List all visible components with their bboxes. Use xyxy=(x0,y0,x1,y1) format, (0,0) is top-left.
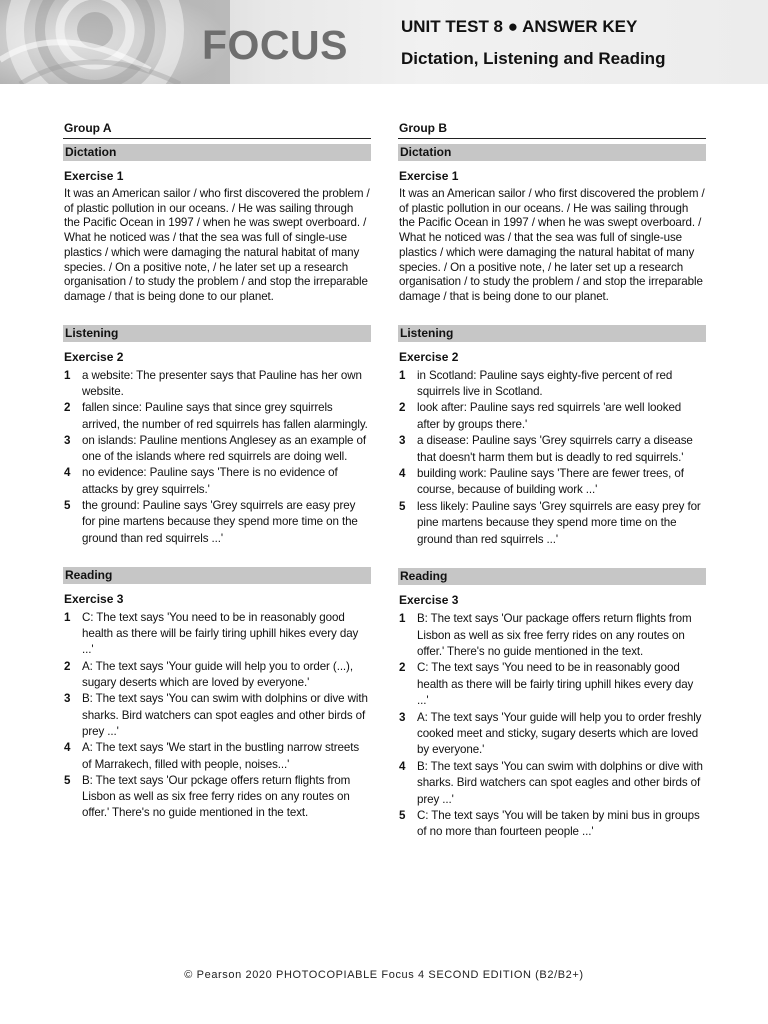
group-b-dictation-heading: Dictation xyxy=(398,144,706,161)
item-text: fallen since: Pauline says that since grey squirrels arrived, the number of red squirrels has fallen alarmingly. xyxy=(82,401,368,431)
list-item xyxy=(63,498,371,547)
item-number: 2 xyxy=(64,401,71,415)
item-text: A: The text says 'Your guide will help you to order (...), sugary deserts which are loved by everyone.' xyxy=(82,659,353,690)
item-text: A: The text says 'We start in the bustling narrow streets of Marrakech, filled with people, noises...' xyxy=(82,741,360,771)
list-item xyxy=(398,499,706,548)
group-a-exercise-2-title: Exercise 2 xyxy=(64,349,124,364)
group-a-reading-heading: Reading xyxy=(63,567,371,584)
list-item xyxy=(63,400,371,433)
item-number: 1 xyxy=(399,612,406,626)
item-number: 5 xyxy=(64,773,71,787)
group-a-exercise-1-title: Exercise 1 xyxy=(64,169,124,183)
group-b-listening-heading: Listening xyxy=(398,325,706,342)
item-number: 2 xyxy=(399,401,406,415)
list-item xyxy=(63,465,371,498)
item-number: 1 xyxy=(399,368,406,382)
list-item xyxy=(398,433,706,466)
item-text: no evidence: Pauline says 'There is no evidence of attacks by grey squirrels.' xyxy=(82,466,338,496)
item-text: less likely: Pauline says 'Grey squirrels are easy prey for pine martens because they spend more time on the ground than red squirrels ...' xyxy=(417,499,701,546)
list-item xyxy=(398,759,706,808)
list-item xyxy=(63,610,371,659)
list-item xyxy=(63,691,371,740)
focus-logo: FOCUS xyxy=(202,22,348,68)
page-footer: © Pearson 2020 PHOTOCOPIABLE Focus 4 SECOND EDITION (B2/B2+) xyxy=(184,969,584,981)
item-text: the ground: Pauline says 'Grey squirrels are easy prey for pine martens because they spend more time on the ground than red squirrels ...' xyxy=(82,499,358,545)
group-b-reading-heading: Reading xyxy=(398,568,706,585)
group-b-title: Group B xyxy=(398,120,706,139)
item-text: B: The text says 'Our pckage offers return flights from Lisbon as well as six free ferry rides on any routes on offer.' There's no guide mentioned in the text. xyxy=(82,773,351,820)
item-number: 3 xyxy=(64,433,71,447)
page-subtitle: Dictation, Listening and Reading xyxy=(401,49,666,68)
item-text: B: The text says 'You can swim with dolphins or dive with sharks. Bird watchers can spot eagles and other birds of prey ...' xyxy=(82,692,368,738)
group-a-dictation-heading: Dictation xyxy=(63,144,371,161)
item-text: B: The text says 'You can swim with dolphins or dive with sharks. Bird watchers can spot eagles and other birds of prey ...' xyxy=(417,759,703,806)
group-b-exercise-3-title: Exercise 3 xyxy=(399,593,459,608)
group-a-exercise-3-title: Exercise 3 xyxy=(64,591,124,606)
list-item xyxy=(398,611,706,660)
group-b-column xyxy=(398,120,706,841)
item-number: 4 xyxy=(64,741,71,755)
group-a-dictation-text: It was an American sailor / who first discovered the problem / of plastic pollution in our oceans. / He was sailing through the Pacific Ocean in 1997 / when he was swept overboard. / What he noticed was / that the sea was full of single-use plastics / which were damaging the natural habitat of many species. / On a positive note, / he later set up a research organisation / to study the problem / and stop the irreparable damage / that is being done to our planet. xyxy=(64,187,370,303)
group-b-reading-list xyxy=(398,611,706,841)
item-number: 5 xyxy=(399,499,406,513)
list-item xyxy=(398,660,706,709)
item-number: 4 xyxy=(64,466,71,480)
item-number: 1 xyxy=(64,610,71,624)
item-number: 2 xyxy=(399,661,406,675)
item-number: 3 xyxy=(399,710,406,724)
group-b-listening-list xyxy=(398,368,706,548)
item-text: a website: The presenter says that Pauline has her own website. xyxy=(82,368,362,398)
list-item xyxy=(398,400,706,433)
item-text: in Scotland: Pauline says eighty-five percent of red squirrels live in Scotland. xyxy=(417,368,673,399)
item-text: on islands: Pauline mentions Anglesey as an example of one of the islands where red squirrels are doing well. xyxy=(82,433,366,464)
item-number: 1 xyxy=(64,368,71,382)
group-a-title: Group A xyxy=(63,120,371,139)
item-text: C: The text says 'You will be taken by mini bus in groups of no more than fourteen people ...' xyxy=(417,808,700,839)
list-item xyxy=(63,659,371,692)
group-a-reading-list xyxy=(63,610,371,822)
group-b-exercise-1-title: Exercise 1 xyxy=(399,169,459,183)
swirl-logo-icon xyxy=(0,0,230,84)
group-b-exercise-2-title: Exercise 2 xyxy=(399,349,459,364)
item-text: look after: Pauline says red squirrels 'are well looked after by groups there.' xyxy=(417,401,682,431)
item-number: 3 xyxy=(64,692,71,706)
list-item xyxy=(398,368,706,401)
item-number: 5 xyxy=(64,499,71,512)
item-number: 4 xyxy=(399,467,406,481)
group-a-listening-list xyxy=(63,368,371,547)
list-item xyxy=(398,710,706,759)
page-header xyxy=(0,0,768,84)
item-number: 2 xyxy=(64,659,71,673)
item-text: C: The text says 'You need to be in reasonably good health as there will be fairly tiring uphill hikes every day ...' xyxy=(417,661,694,708)
list-item xyxy=(398,466,706,499)
list-item xyxy=(63,433,371,466)
list-item xyxy=(398,808,706,841)
list-item xyxy=(63,368,371,401)
list-item xyxy=(63,740,371,773)
group-b-dictation-text: It was an American sailor / who first discovered the problem / of plastic pollution in our oceans. / He was sailing through the Pacific Ocean in 1997 / when he was swept overboard. / What he noticed was / that the sea was full of single-use plastics / which were damaging the natural habitat of many species. / On a positive note, / he later set up a research organisation / to study the problem / and stop the irreparable damage / that is being done to our planet. xyxy=(399,187,705,303)
page-title: UNIT TEST 8 ● ANSWER KEY xyxy=(401,17,638,36)
group-a-column xyxy=(63,120,371,822)
item-text: building work: Pauline says 'There are fewer trees, of course, because of building work ...' xyxy=(417,467,684,497)
item-text: A: The text says 'Your guide will help you to order freshly cooked meet and sticky, sugary deserts which are loved by everyone.' xyxy=(417,710,702,757)
item-number: 5 xyxy=(399,808,406,822)
item-text: C: The text says 'You need to be in reasonably good health as there will be fairly tiring uphill hikes every day ...' xyxy=(82,610,359,657)
list-item xyxy=(63,773,371,822)
item-text: B: The text says 'Our package offers return flights from Lisbon as well as six free ferry rides on any routes on offer.' There's no guide mentioned in the text. xyxy=(417,612,692,658)
group-a-listening-heading: Listening xyxy=(63,325,371,342)
item-number: 3 xyxy=(399,434,406,448)
item-number: 4 xyxy=(399,759,406,773)
item-text: a disease: Pauline says 'Grey squirrels carry a disease that doesn't harm them but is deadly to red squirrels.' xyxy=(417,434,693,464)
